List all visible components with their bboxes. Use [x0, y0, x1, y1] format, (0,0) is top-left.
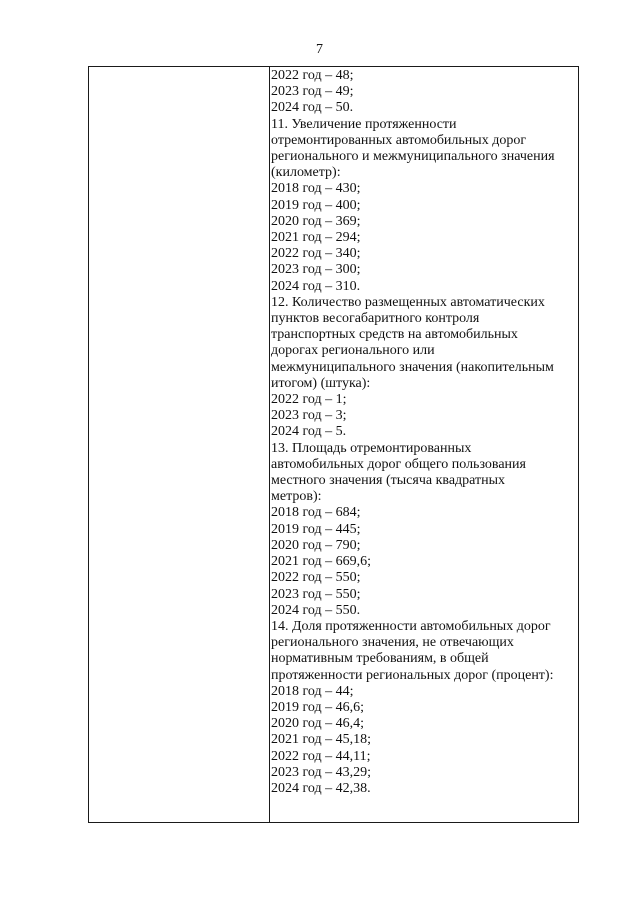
text-line: 2022 год – 48;: [271, 68, 354, 83]
indicator-cell: [271, 67, 572, 822]
text-line: пунктов весогабаритного контроля: [271, 311, 480, 327]
text-line: 13. Площадь отремонтированных: [271, 440, 472, 456]
text-line: 12. Количество размещенных автоматических: [271, 294, 545, 310]
text-line: дорогах регионального или: [271, 343, 435, 359]
text-line: регионального и межмуниципального значения: [271, 149, 555, 165]
text-line: (километр):: [271, 165, 341, 181]
text-line: 2018 год – 684;: [271, 505, 361, 521]
text-line: местного значения (тысяча квадратных: [271, 473, 506, 489]
text-line: отремонтированных автомобильных дорог: [271, 132, 527, 148]
text-line: межмуниципального значения (накопительным: [271, 359, 554, 375]
text-line: 2022 год – 550;: [271, 570, 361, 586]
text-line: нормативным требованиям, в общей: [271, 651, 489, 667]
text-line: 2020 год – 369;: [271, 213, 361, 229]
text-line: 2020 год – 46,4;: [271, 716, 365, 732]
text-line: 2018 год – 430;: [271, 181, 361, 197]
text-line: 2022 год – 340;: [271, 246, 361, 262]
column-divider: [269, 67, 270, 822]
text-line: 2019 год – 445;: [271, 521, 361, 537]
text-line: регионального значения, не отвечающих: [271, 635, 514, 651]
text-line: 2020 год – 790;: [271, 537, 361, 553]
text-line: 2022 год – 44,11;: [271, 748, 371, 764]
text-line: итогом) (штука):: [271, 375, 371, 391]
document-table: [88, 66, 579, 823]
page-number: 7: [316, 42, 323, 57]
text-line: 2021 год – 294;: [271, 230, 361, 246]
text-line: 2023 год – 550;: [271, 586, 361, 602]
text-line: 2021 год – 669,6;: [271, 554, 372, 570]
text-line: 14. Доля протяженности автомобильных дорог: [271, 618, 551, 634]
text-line: 2019 год – 400;: [271, 197, 361, 213]
text-line: 2023 год – 300;: [271, 262, 361, 278]
text-line: автомобильных дорог общего пользования: [271, 456, 526, 472]
text-line: 2019 год – 46,6;: [271, 699, 365, 715]
text-line: 2024 год – 310.: [271, 278, 361, 294]
text-line: метров):: [271, 489, 322, 505]
text-line: 2021 год – 45,18;: [271, 732, 372, 748]
text-line: 2023 год – 43,29;: [271, 764, 372, 780]
text-line: 2023 год – 3;: [271, 408, 347, 424]
text-line: протяженности региональных дорог (процент):: [271, 667, 554, 683]
text-line: 2022 год – 1;: [271, 392, 347, 408]
text-line: 2024 год – 50.: [271, 100, 354, 116]
text-line: 2024 год – 550.: [271, 602, 361, 618]
text-line: 2024 год – 42,38.: [271, 780, 371, 796]
text-line: 2024 год – 5.: [271, 424, 347, 440]
text-line: 2018 год – 44;: [271, 683, 354, 699]
text-line: 11. Увеличение протяженности: [271, 116, 457, 132]
text-line: 2023 год – 49;: [271, 84, 354, 100]
text-line: транспортных средств на автомобильных: [271, 327, 518, 343]
